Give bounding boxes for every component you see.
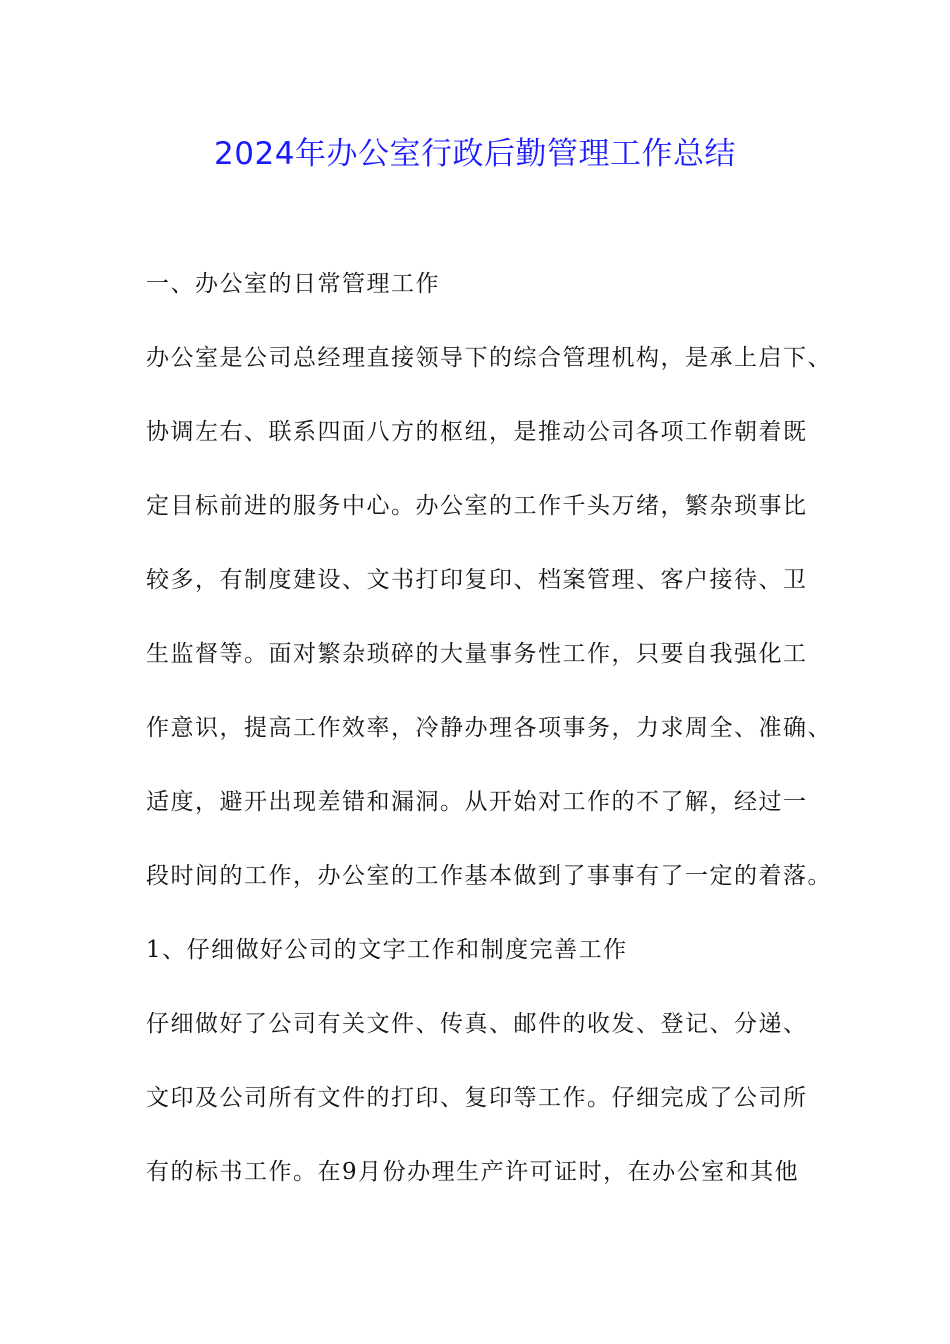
- paragraph-line: 较多，有制度建设、文书打印复印、档案管理、客户接待、卫: [146, 567, 808, 593]
- subsection-heading: 1、仔细做好公司的文字工作和制度完善工作: [146, 937, 628, 963]
- paragraph-line: 协调左右、联系四面八方的枢纽，是推动公司各项工作朝着既: [146, 419, 808, 445]
- paragraph-line: 有的标书工作。在9月份办理生产许可证时，在办公室和其他: [146, 1159, 800, 1185]
- paragraph-line: 段时间的工作，办公室的工作基本做到了事事有了一定的着落。: [146, 863, 832, 889]
- document-body: [146, 260, 836, 1222]
- paragraph-line: 办公室是公司总经理直接领导下的综合管理机构，是承上启下、: [146, 345, 832, 371]
- paragraph-line: 仔细做好了公司有关文件、传真、邮件的收发、登记、分递、: [146, 1011, 808, 1037]
- section-heading: 一、办公室的日常管理工作: [146, 271, 440, 297]
- paragraph-line: 文印及公司所有文件的打印、复印等工作。仔细完成了公司所: [146, 1085, 808, 1111]
- paragraph-line: 生监督等。面对繁杂琐碎的大量事务性工作，只要自我强化工: [146, 641, 808, 667]
- paragraph-line: 适度，避开出现差错和漏洞。从开始对工作的不了解，经过一: [146, 789, 808, 815]
- paragraph-line: 作意识，提高工作效率，冷静办理各项事务，力求周全、准确、: [146, 715, 832, 741]
- paragraph-line: 定目标前进的服务中心。办公室的工作千头万绪，繁杂琐事比: [146, 493, 808, 519]
- document-title: 2024年办公室行政后勤管理工作总结: [214, 136, 736, 172]
